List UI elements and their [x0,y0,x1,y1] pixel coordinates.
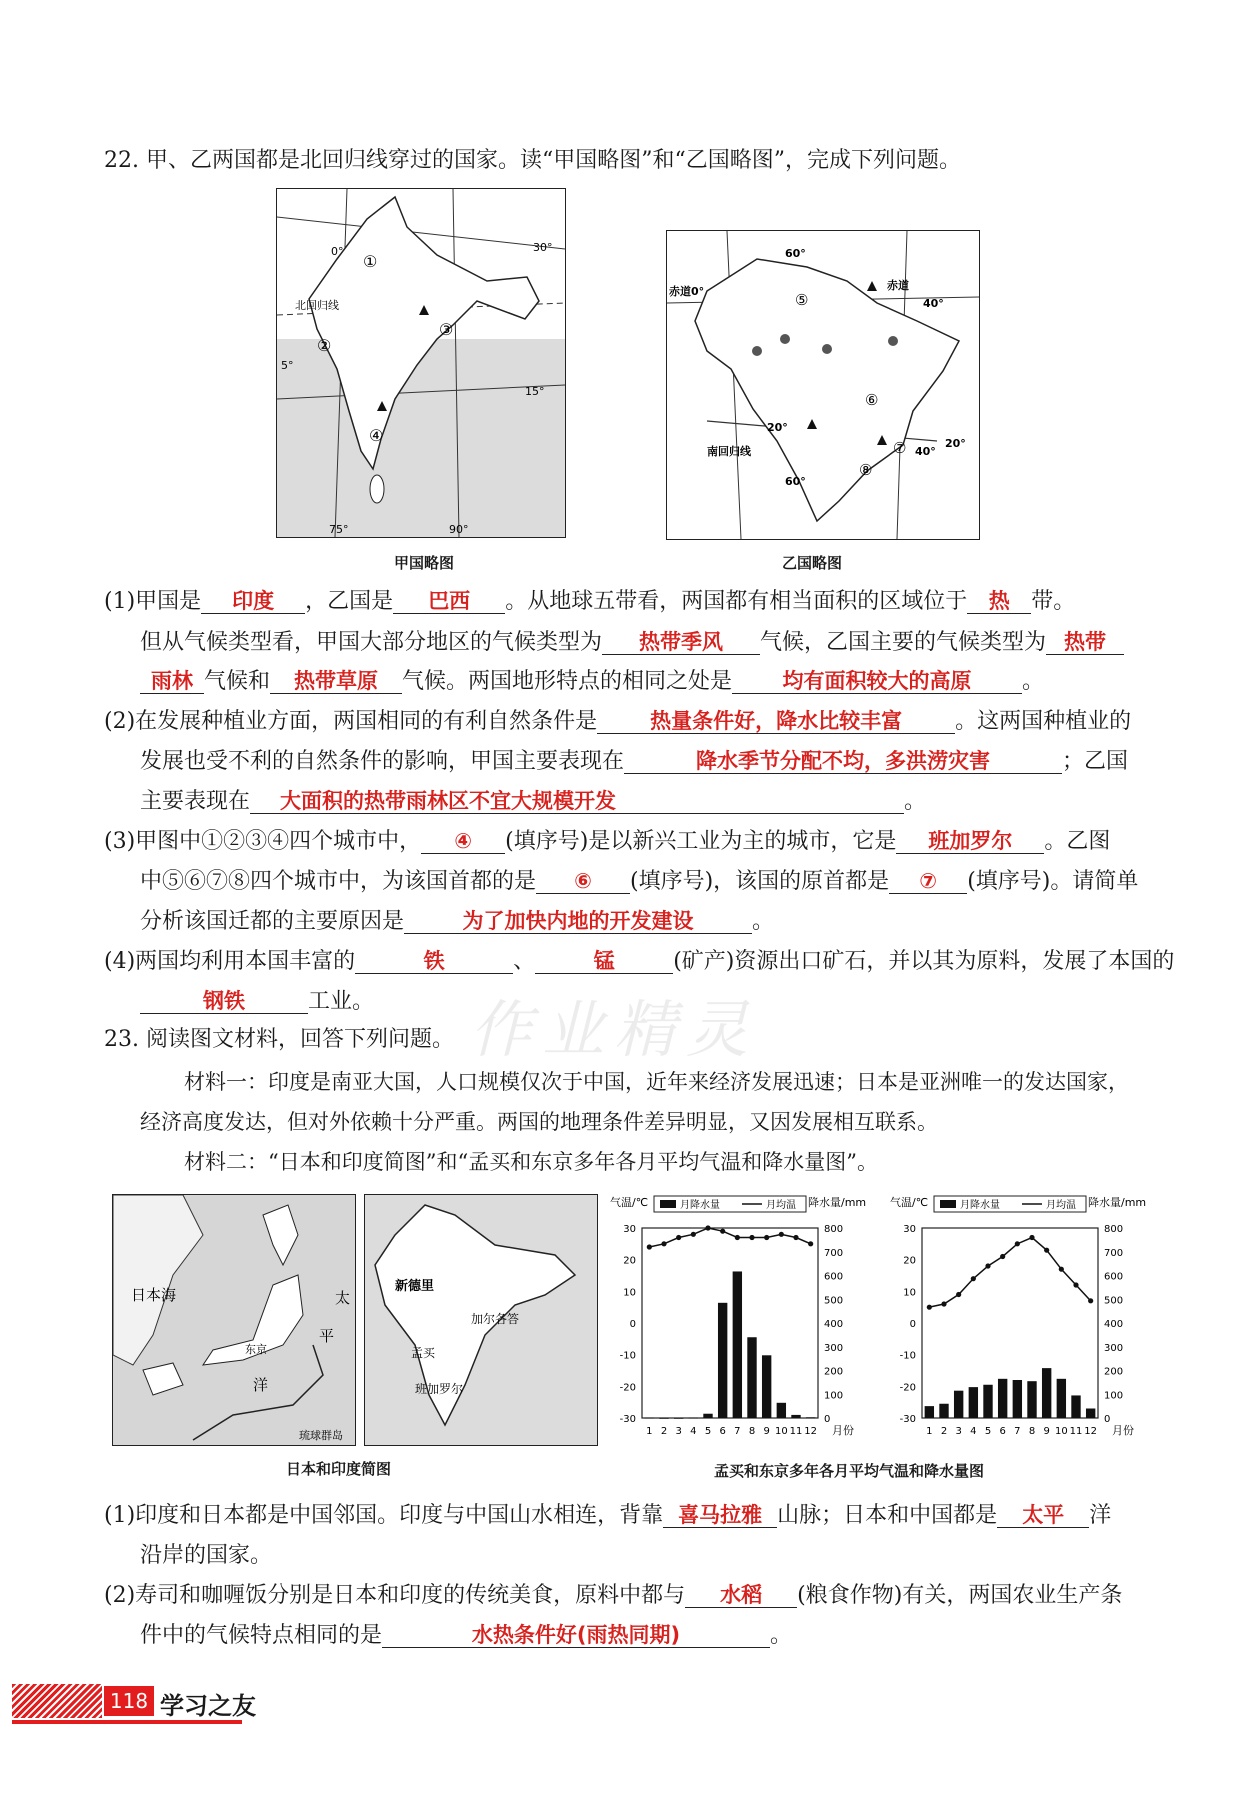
answer-blank[interactable]: 铁 [355,949,513,974]
temp-tick-label: -20 [619,1382,636,1394]
map-b-tropic: 南回归线 [707,445,751,458]
temp-point [1000,1254,1005,1259]
precip-bar [939,1404,948,1418]
y-right-title: 降水量/mm [808,1196,867,1209]
precip-bar [674,1418,683,1419]
month-tick-label: 10 [1054,1426,1068,1437]
precip-bar [718,1303,727,1418]
map-a-tropic: 北回归线 [295,299,339,312]
japan-label-sea: 日本海 [131,1286,177,1304]
month-tick-label: 6 [999,1426,1006,1437]
temp-point [705,1225,710,1230]
q23-material1a: 材料一：印度是南亚大国，人口规模仅次于中国，近年来经济发展迅速；日本是亚洲唯一的发达国家， [184,1070,1129,1094]
japan-map [112,1194,356,1446]
q22-p2-line3: 主要表现在 大面积的热带雨林区不宜大规模开发 。 [140,789,927,814]
month-tick-label: 3 [675,1426,682,1437]
legend-precip-swatch [940,1200,956,1208]
q23-material1b: 经济高度发达，但对外依赖十分严重。两国的地理条件差异明显，又因发展相互联系。 [140,1110,938,1134]
q23-p1-line2: 沿岸的国家。 [140,1543,273,1568]
map-b-city-7: ⑦ [893,439,907,457]
temp-tick-label: 10 [623,1287,636,1299]
precip-tick-label: 600 [1104,1271,1124,1283]
answer-blank[interactable]: 太平 [997,1503,1089,1528]
temp-point [1059,1267,1064,1272]
precip-bar [791,1415,800,1418]
month-tick-label: 1 [646,1426,653,1437]
temp-point [1015,1241,1020,1246]
map-a-city-4: ④ [369,426,384,445]
mumbai-chart [610,1195,866,1437]
map-b-equator-left: 赤道0° [669,285,705,298]
map-a-city-1: ① [363,252,378,271]
precip-tick-label: 600 [824,1271,844,1283]
q22-p4-line1: (4)两国均利用本国丰富的 铁 、 锰 (矿产)资源出口矿石，并以其为原料，发展了本国的 [104,949,1175,974]
temp-point [793,1235,798,1240]
precip-bar [777,1403,786,1418]
precip-bar [1042,1368,1051,1418]
answer-blank[interactable]: 为了加快内地的开发建设 [404,909,752,934]
month-tick-label: 8 [1028,1426,1036,1437]
temp-point [764,1235,769,1240]
q23-stem: 23. 阅读图文材料，回答下列问题。 [104,1027,454,1052]
precip-tick-label: 800 [1104,1224,1124,1235]
precip-bar [954,1391,963,1418]
temp-point [956,1292,961,1297]
q22-p3-line3: 分析该国迁都的主要原因是 为了加快内地的开发建设 。 [140,909,775,934]
month-tick-label: 12 [1084,1426,1098,1437]
map-b-label-40b: 40° [915,445,936,458]
precip-tick-label: 200 [1104,1366,1124,1378]
precip-tick-label: 300 [824,1342,844,1354]
answer-blank[interactable]: 印度 [201,589,305,614]
month-tick-label: 7 [1014,1426,1021,1437]
precip-bar [925,1406,934,1418]
q22-p4-line2: 钢铁 工业。 [140,988,374,1016]
legend-temp-label: 月均温 [766,1200,796,1211]
answer-blank[interactable]: 喜马拉雅 [663,1503,777,1528]
map-a-svg [277,189,565,537]
map-b-city-8: ⑧ [859,461,873,479]
answer-blank[interactable]: 热量条件好，降水比较丰富 [597,709,955,734]
climate-charts [606,1192,1158,1452]
month-tick-label: 4 [690,1426,697,1437]
map-a-city-3: ③ [439,320,454,339]
q22-p3-line1: (3)甲图中①②③④四个城市中， ④ (填序号)是以新兴工业为主的城市，它是 班加罗尔 。乙图 [104,829,1111,854]
precip-bar [645,1418,654,1419]
y-right-title: 降水量/mm [1088,1196,1147,1209]
map-a-caption: 甲国略图 [394,554,455,572]
month-tick-label: 2 [660,1426,668,1437]
legend-precip-label: 月降水量 [680,1200,720,1211]
temp-tick-label: -10 [619,1350,636,1362]
precip-tick-label: 100 [824,1390,844,1402]
map-a-label-5: 5° [281,359,294,372]
india-label-bangalore: 班加罗尔 [415,1382,464,1396]
month-tick-label: 2 [940,1426,948,1437]
x-axis-title: 月份 [1112,1424,1134,1437]
temp-point [1073,1282,1078,1287]
precip-bar [689,1418,698,1419]
temp-tick-label: 10 [903,1287,916,1299]
month-tick-label: 5 [984,1426,992,1437]
temp-point [720,1229,725,1234]
temp-tick-label: -20 [899,1382,916,1394]
precip-tick-label: 0 [824,1414,831,1425]
answer-blank[interactable]: 热带季风 [602,630,760,655]
plot-frame [642,1228,818,1418]
precip-bar [1013,1380,1022,1418]
answer-blank[interactable]: 班加罗尔 [896,829,1044,854]
map-b-tree-icon [752,346,762,356]
map-b [666,230,980,540]
q22-p2-line2: 发展也受不利的自然条件的影响，甲国主要表现在 降水季节分配不均，多洪涝灾害 ；乙国 [140,749,1129,774]
answer-blank[interactable]: 均有面积较大的高原 [732,669,1022,694]
japan-label-tokyo: 东京 [245,1343,267,1356]
precip-bar [969,1387,978,1418]
precip-tick-label: 300 [1104,1342,1124,1354]
map-b-label-40t: 40° [923,297,944,310]
precip-bar [998,1379,1007,1418]
map-b-city-5: ⑤ [795,291,809,309]
temp-point [941,1301,946,1306]
temp-tick-label: 20 [623,1255,636,1267]
month-tick-label: 3 [955,1426,962,1437]
precip-bar [1086,1409,1095,1419]
precip-tick-label: 400 [1104,1319,1124,1330]
precip-tick-label: 200 [824,1366,844,1378]
y-left-title: 气温/℃ [890,1196,929,1209]
precip-bar [762,1355,771,1418]
answer-blank[interactable]: 热 [967,589,1031,614]
temp-tick-label: 30 [903,1224,916,1235]
temp-tick-label: 20 [903,1255,916,1267]
q23-chart-caption: 孟买和东京多年各月平均气温和降水量图 [714,1462,985,1480]
map-b-caption: 乙国略图 [782,554,843,572]
india-label-delhi: 新德里 [395,1279,435,1294]
q22-p1-line3: 雨林 气候和 热带草原 气候。两国地形特点的相同之处是 均有面积较大的高原 。 [140,668,1044,696]
temp-point [749,1235,754,1240]
temp-tick-label: -10 [899,1350,916,1362]
map-a-label-0: 0° [331,245,344,258]
month-tick-label: 9 [763,1426,770,1437]
q22-stem: 22. 甲、乙两国都是北回归线穿过的国家。读“甲国略图”和“乙国略图”，完成下列问题。 [104,148,961,173]
month-tick-label: 11 [1069,1426,1083,1437]
map-a-label-15: 15° [525,385,545,398]
map-b-label-60b: 60° [785,475,806,488]
precip-bar [1071,1395,1080,1418]
answer-blank[interactable]: 热带草原 [270,669,402,694]
japan-label-pacific-a: 太 [335,1289,351,1307]
tokyo-chart [890,1195,1146,1437]
q22-p1-line2: 但从气候类型看，甲国大部分地区的气候类型为 热带季风 气候，乙国主要的气候类型为 热带 [140,629,1124,657]
x-axis-title: 月份 [832,1424,854,1437]
precip-tick-label: 700 [824,1247,844,1259]
precip-bar [747,1337,756,1418]
japan-label-pacific-b: 平 [319,1327,335,1345]
page-number: 118 [104,1686,154,1716]
map-b-city-6: ⑥ [865,391,879,409]
temp-tick-label: 0 [909,1319,916,1330]
temp-point [661,1241,666,1246]
precip-bar [703,1414,712,1418]
precip-tick-label: 700 [1104,1247,1124,1259]
map-a-label-30: 30° [533,241,553,254]
month-tick-label: 9 [1043,1426,1050,1437]
precip-tick-label: 100 [1104,1390,1124,1402]
precip-tick-label: 400 [824,1319,844,1330]
temp-tick-label: -30 [899,1414,916,1425]
map-a-label-90: 90° [449,523,469,536]
temp-point [647,1244,652,1249]
india-map-svg [365,1195,597,1445]
map-a-city-2: ② [317,336,332,355]
month-tick-label: 7 [734,1426,741,1437]
footer-line [12,1720,242,1724]
q23-map-caption: 日本和印度简图 [286,1460,392,1478]
precip-bar [1027,1381,1036,1418]
map-a [276,188,566,538]
month-tick-label: 11 [789,1426,803,1437]
precip-bar [659,1418,668,1419]
q22-p1-line1: (1)甲国是 印度 ，乙国是 巴西 。从地球五带看，两国都有相当面积的区域位于 热 带。 [104,589,1076,614]
india-map [364,1194,598,1446]
japan-label-pacific-c: 洋 [253,1376,269,1394]
precip-tick-label: 800 [824,1224,844,1235]
answer-blank[interactable]: 大面积的热带雨林区不宜大规模开发 [250,789,904,814]
q22-p2-line1: (2)在发展种植业方面，两国相同的有利自然条件是 热量条件好，降水比较丰富 。这两国种植业的 [104,709,1132,734]
precip-bar [806,1417,815,1418]
map-b-label-60t: 60° [785,247,806,260]
answer-blank[interactable]: 钢铁 [140,989,308,1014]
month-tick-label: 8 [748,1426,756,1437]
map-b-mine-icon [867,281,877,291]
temp-point [691,1232,696,1237]
temp-tick-label: -30 [619,1414,636,1425]
india-label-kolkata: 加尔各答 [471,1312,520,1326]
watermark: 作业精灵 [470,993,759,1066]
japan-label-ryukyu: 琉球群岛 [299,1429,343,1442]
book-title: 学习之友 [160,1691,256,1720]
answer-blank[interactable]: ⑦ [889,869,967,894]
answer-blank[interactable]: 降水季节分配不均，多洪涝灾害 [624,749,1062,774]
month-tick-label: 6 [719,1426,726,1437]
temp-point [779,1232,784,1237]
temp-point [808,1241,813,1246]
temp-point [735,1235,740,1240]
map-a-label-75: 75° [329,523,349,536]
temp-tick-label: 0 [629,1319,636,1330]
answer-blank[interactable]: 雨林 [140,669,204,694]
precip-tick-label: 0 [1104,1414,1111,1425]
footer-stripe [12,1684,102,1718]
legend-precip-label: 月降水量 [960,1200,1000,1211]
month-tick-label: 4 [970,1426,977,1437]
temp-point [1044,1248,1049,1253]
map-b-tree-icon [888,336,898,346]
q23-material2: 材料二：“日本和印度简图”和“孟买和东京多年各月平均气温和降水量图”。 [184,1150,878,1174]
map-b-svg [667,231,979,539]
map-b-label-20b: 20° [945,437,966,450]
month-tick-label: 12 [804,1426,818,1437]
answer-blank[interactable]: 水稻 [685,1583,797,1608]
answer-blank[interactable]: 热带 [1046,630,1124,655]
q23-p1-line1: (1)印度和日本都是中国邻国。印度与中国山水相连，背靠 喜马拉雅 山脉；日本和中国都是 太平 洋 [104,1503,1112,1528]
precip-bar [733,1271,742,1418]
temp-point [1029,1235,1034,1240]
legend-temp-label: 月均温 [1046,1200,1076,1211]
india-label-mumbai: 孟买 [411,1346,436,1360]
map-b-tree-icon [780,334,790,344]
month-tick-label: 5 [704,1426,712,1437]
temp-point [1088,1298,1093,1303]
precip-bar [1057,1379,1066,1418]
temp-point [971,1276,976,1281]
precip-tick-label: 500 [824,1295,844,1307]
month-tick-label: 1 [926,1426,933,1437]
map-b-label-20a: 20° [767,421,788,434]
answer-blank[interactable]: 巴西 [393,589,505,614]
answer-blank[interactable]: 锰 [535,949,673,974]
map-b-tree-icon [822,344,832,354]
temp-point [927,1305,932,1310]
y-left-title: 气温/℃ [610,1196,649,1209]
temp-point [985,1263,990,1268]
q23-p2-line2: 件中的气候特点相同的是 水热条件好(雨热同期) 。 [140,1623,793,1648]
legend-precip-swatch [660,1200,676,1208]
temp-tick-label: 30 [623,1224,636,1235]
map-b-equator-right: 赤道 [887,279,909,292]
answer-blank[interactable]: 水热条件好(雨热同期) [382,1623,770,1648]
precip-tick-label: 500 [1104,1295,1124,1307]
precip-bar [983,1385,992,1418]
answer-blank[interactable]: ④ [421,829,505,854]
answer-blank[interactable]: ⑥ [536,869,630,894]
month-tick-label: 10 [774,1426,788,1437]
japan-map-svg [113,1195,355,1445]
q22-p3-line2: 中⑤⑥⑦⑧四个城市中，为该国首都的是 ⑥ (填序号)，该国的原首都是 ⑦ (填序号)。请简单 [140,869,1139,894]
plot-frame [922,1228,1098,1418]
q23-p2-line1: (2)寿司和咖喱饭分别是日本和印度的传统美食，原料中都与 水稻 (粮食作物)有关，两国农业生产条 [104,1583,1123,1608]
temp-point [676,1235,681,1240]
